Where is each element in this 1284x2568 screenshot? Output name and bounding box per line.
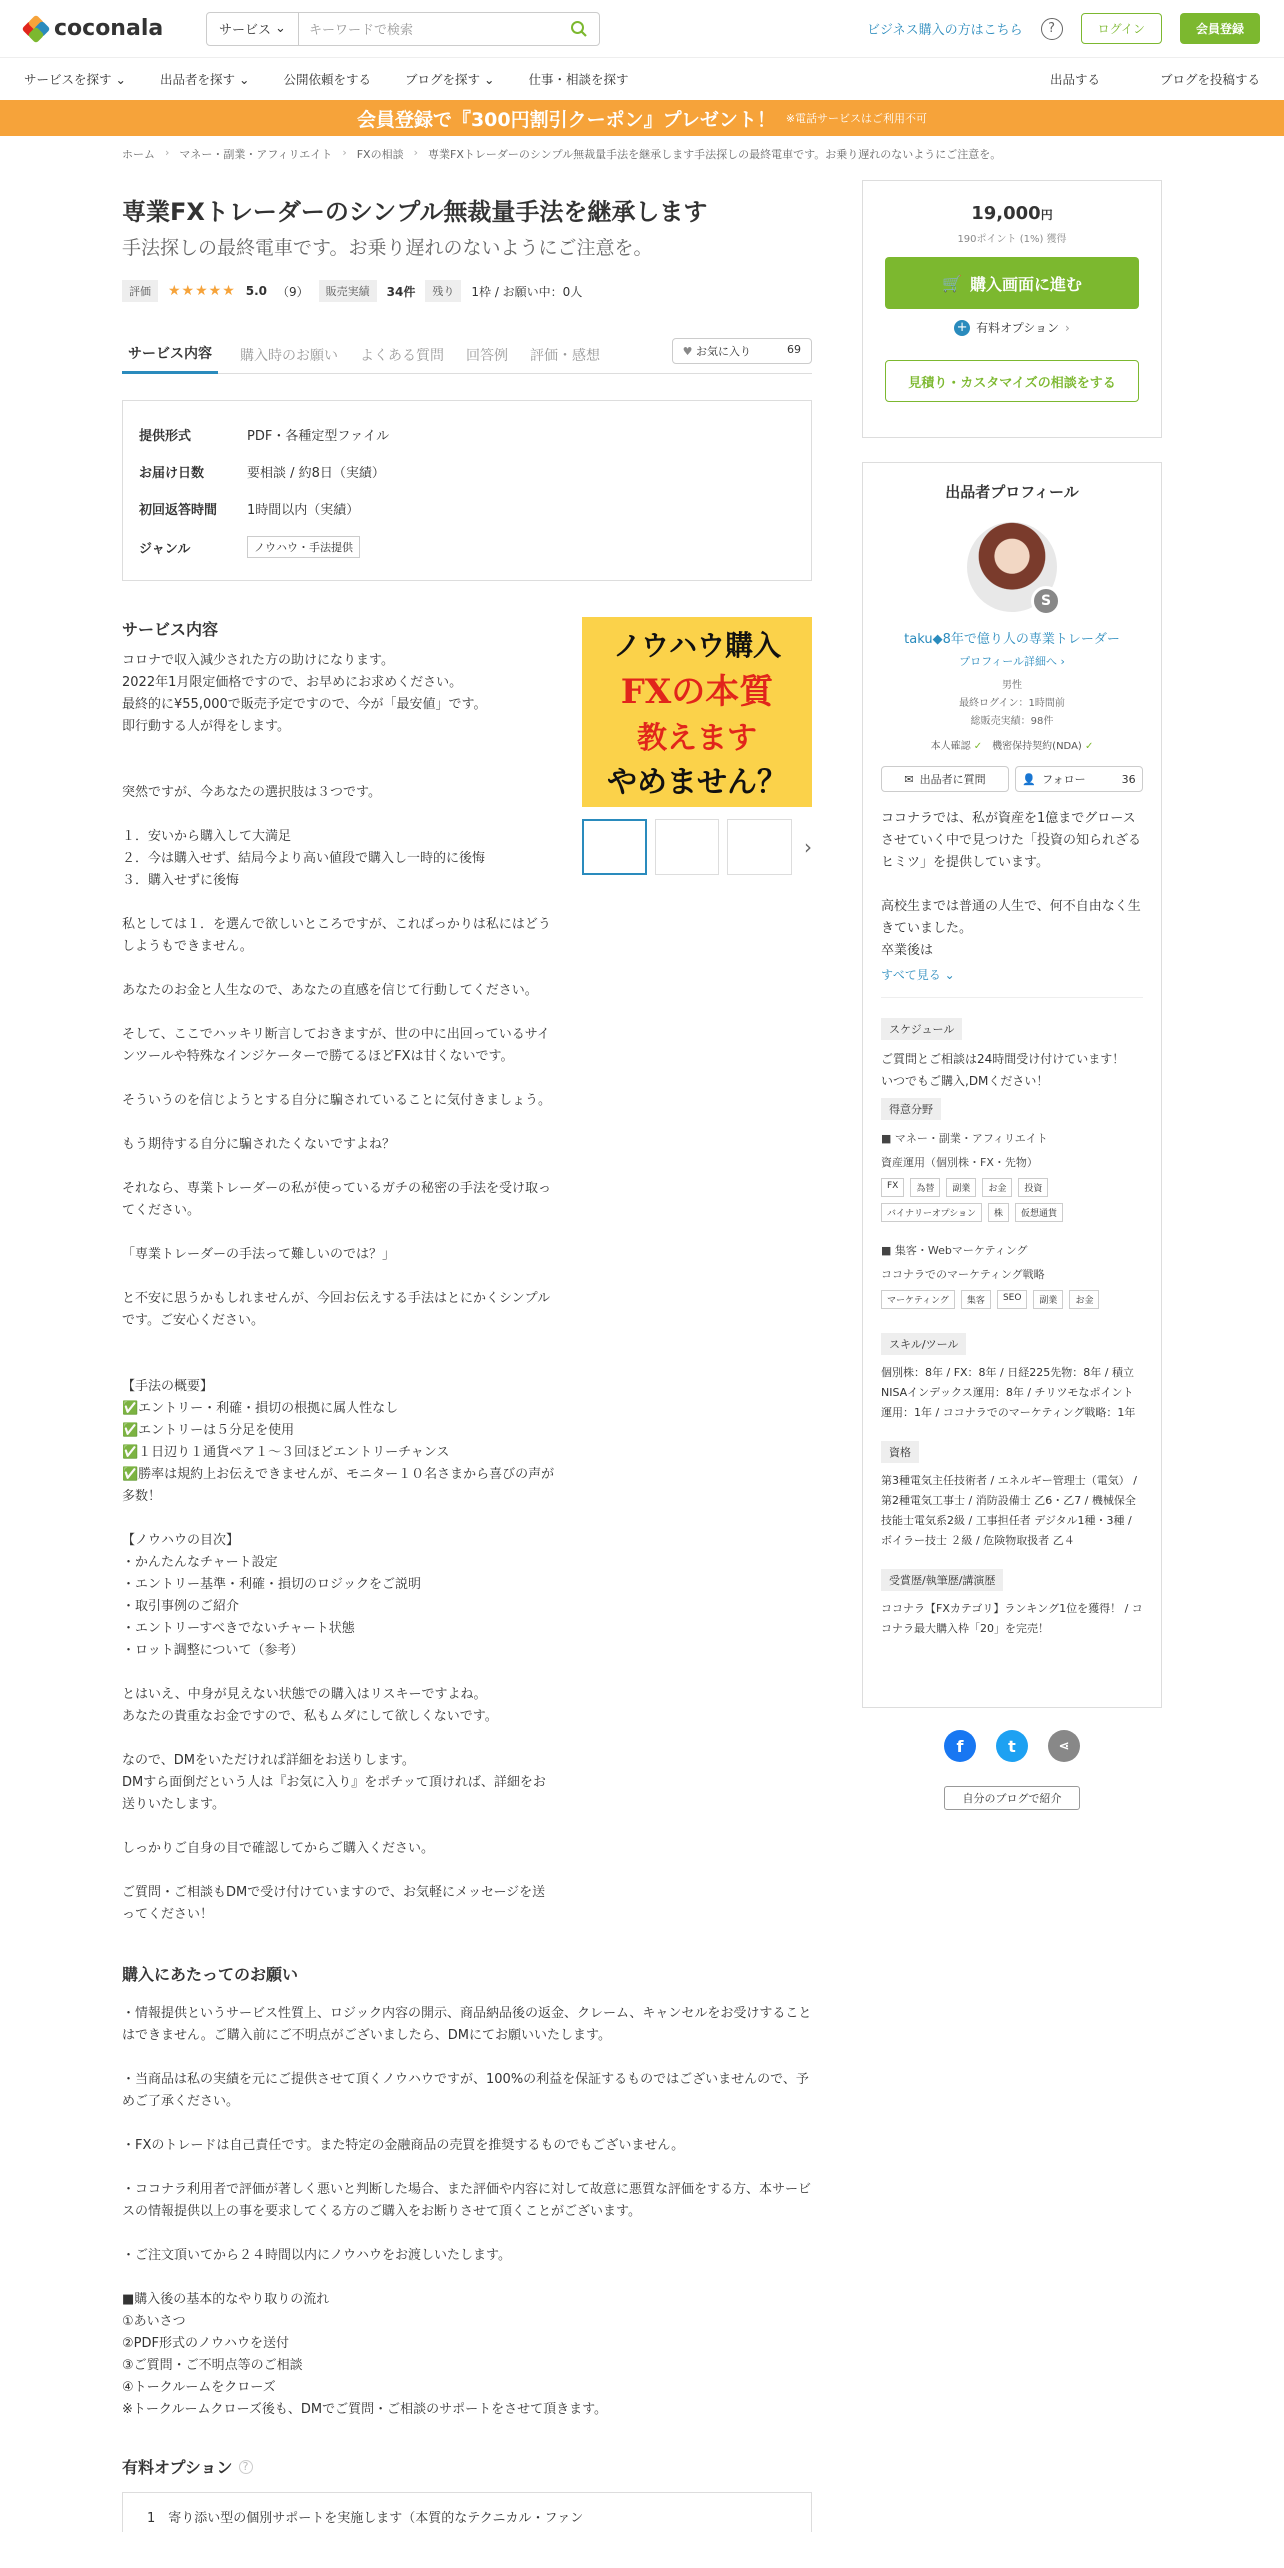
- tag-chip[interactable]: 副業: [946, 1178, 976, 1197]
- hero-line: 教えます: [637, 720, 757, 756]
- ask-seller-button[interactable]: [881, 766, 1009, 792]
- chevron-down-icon: ⌄: [275, 21, 286, 36]
- info-icon[interactable]: ?: [239, 2460, 253, 2474]
- price: [885, 203, 1139, 224]
- tab-faq[interactable]: よくある質問: [360, 347, 444, 364]
- hero-line: やめません？: [607, 764, 787, 800]
- points-earned: 190ポイント (1%) 獲得: [957, 234, 1067, 245]
- sales-label: 販売実績: [319, 280, 377, 302]
- tag-chip[interactable]: 為替: [910, 1178, 940, 1197]
- main-nav: [0, 58, 1284, 100]
- nav-find-blogs[interactable]: [405, 70, 495, 88]
- spec-value: 要相談 / 約8日（実績）: [247, 466, 385, 481]
- service-meta: [122, 280, 812, 302]
- logo-text: coconala: [54, 16, 164, 41]
- gallery-thumbnails: [582, 819, 812, 875]
- buy-button[interactable]: [885, 257, 1139, 309]
- nav-label: ブログを探す: [405, 72, 481, 87]
- tag-chip[interactable]: FX: [881, 1178, 904, 1197]
- chevron-down-icon: ⌄: [239, 71, 250, 87]
- tag-chip[interactable]: 仮想通貨: [1015, 1203, 1063, 1222]
- skills-text: 個別株：8年 / FX：8年 / 日経225先物：8年 / 積立NISAインデックス運用：8年 / チリツモなポイント運用：1年 / ココナラでのマーケティング戦略：1年: [881, 1366, 1136, 1419]
- share-buttons: [944, 1730, 1080, 1762]
- avatar[interactable]: [967, 522, 1057, 612]
- breadcrumb: [122, 146, 1001, 162]
- seller-name-link[interactable]: taku◆8年で億り人の専業トレーダー: [904, 632, 1120, 647]
- favorite-button[interactable]: [672, 338, 812, 364]
- spec-row: [139, 499, 795, 518]
- nav-label: 仕事・相談を探す: [528, 72, 629, 87]
- plus-icon: +: [954, 320, 970, 336]
- skills-label: スキル/ツール: [881, 1333, 966, 1355]
- genre-chip[interactable]: ノウハウ・手法提供: [247, 536, 360, 558]
- schedule-label: スケジュール: [881, 1018, 962, 1040]
- breadcrumb-current: 専業FXトレーダーのシンプル無裁量手法を継承します手法探しの最終電車です。お乗り遅れのないようにご注意を。: [428, 148, 1002, 161]
- seller-rank-badge: S: [1031, 586, 1061, 616]
- chevron-down-icon: ⌄: [944, 968, 955, 982]
- search-icon: [570, 20, 588, 38]
- remain-label: 残り: [425, 280, 461, 302]
- tab-purchase-notes[interactable]: 購入時のお願い: [240, 347, 338, 364]
- tag-chip[interactable]: お金: [982, 1178, 1012, 1197]
- expertise-category: ■ マネー・副業・アフィリエイト: [881, 1132, 1048, 1145]
- check-icon: ✓: [973, 741, 983, 752]
- spec-label: ジャンル: [139, 541, 191, 557]
- nav-label: 公開依頼をする: [283, 72, 372, 87]
- purchase-notes-text: ・情報提供というサービス性質上、ロジック内容の開示、商品納品後の返金、クレーム、キャンセルをお受けすることはできません。ご購入前にご不明点がございましたら、DMにてお願いいたします。 ・当商品は私の実績を元にご提供させて頂くノウハウですが、100%の利益を保証するものではございませんので、予めご了承ください。 ・FXのトレードは自己責任です。また特定の金融商品の売買を推奨するものでもございません。 ・ココナラ利用者で評価が著しく悪いと判断した場合、また評価や内容に対して故意に悪質な評価をする方、本サービスの情報提供以上の事を要求してくる方のご購入をお断りさせて頂くことがございます。 ・ご注文頂いてから２４時間以内にノウハウをお渡しいたします。 ■購入後の基本的なやり取りの流れ ①あいさつ ②PDF形式のノウハウを送付 ③ご質問・ご不明点等のご相談 ④トークルームをクローズ ※トークルームクローズ後も、DMでご質問・ご相談のサポートをさせて頂きます。: [122, 2006, 812, 2417]
- see-all-link[interactable]: [881, 966, 1143, 983]
- service-content-heading: サービス内容: [122, 620, 219, 639]
- profile-heading: 出品者プロフィール: [945, 483, 1079, 501]
- award-label: 受賞歴/執筆歴/講演歴: [881, 1569, 1003, 1591]
- breadcrumb-separator: ›: [165, 146, 170, 159]
- spec-row: [139, 536, 795, 558]
- tag-chip[interactable]: 集客: [961, 1290, 991, 1309]
- main-column: [122, 192, 812, 2532]
- tab-answer-examples[interactable]: 回答例: [466, 347, 508, 364]
- favorite-count: 69: [787, 343, 801, 356]
- chevron-down-icon: ⌄: [484, 71, 495, 87]
- rating-count[interactable]: （9）: [277, 284, 309, 299]
- cart-icon: 🛒: [942, 273, 962, 293]
- tag-chip[interactable]: SEO: [997, 1290, 1027, 1309]
- expertise-label: 得意分野: [881, 1098, 941, 1120]
- logo[interactable]: [24, 16, 206, 41]
- schedule-text: ご質問とご相談は24時間受け付けています！ いつでもご購入,DMください！: [881, 1052, 1125, 1088]
- paid-option-link[interactable]: [885, 319, 1139, 336]
- breadcrumb-home[interactable]: ホーム: [122, 148, 155, 161]
- nav-label: 出品者を探す: [160, 72, 236, 87]
- expertise-chips: [881, 1178, 1143, 1222]
- breadcrumb-subcategory[interactable]: FXの相談: [356, 148, 404, 161]
- award-text: ココナラ【FXカテゴリ】ランキング1位を獲得！ / ココナラ最大購入枠「20」を完売！: [881, 1602, 1143, 1635]
- nav-find-jobs[interactable]: [529, 70, 629, 88]
- expertise-category: ■ 集客・Webマーケティング: [881, 1244, 1028, 1257]
- rating-value: 5.0: [245, 284, 268, 298]
- chevron-right-icon[interactable]: ›: [803, 835, 812, 859]
- verification-badges: [881, 737, 1143, 752]
- seller-total-sales: 総販売実績：98件: [970, 716, 1054, 727]
- nav-find-sellers[interactable]: [160, 70, 250, 88]
- spec-value: 1時間以内（実績）: [247, 503, 360, 518]
- tag-chip[interactable]: 副業: [1033, 1290, 1063, 1309]
- paid-options-title: 有料オプション: [122, 2458, 233, 2477]
- license-label: 資格: [881, 1441, 919, 1463]
- tab-service-content[interactable]: サービス内容: [122, 336, 218, 374]
- profile-detail-label: プロフィール詳細へ: [959, 655, 1057, 668]
- profile-detail-link[interactable]: [881, 653, 1143, 669]
- follow-count: 36: [1121, 772, 1136, 786]
- paid-options-heading: [122, 2455, 812, 2478]
- paid-option-item[interactable]: 1 寄り添い型の個別サポートを実施します（本質的なテクニカル・ファン: [122, 2492, 812, 2532]
- facebook-icon[interactable]: f: [944, 1730, 976, 1762]
- spec-box: [122, 400, 812, 581]
- see-all-label: すべて見る: [881, 968, 941, 982]
- login-button[interactable]: ログイン: [1081, 13, 1162, 44]
- seller-gender: 男性: [1002, 680, 1022, 691]
- favorite-label: お気に入り: [696, 345, 751, 358]
- chevron-right-icon: ›: [1060, 655, 1065, 668]
- gallery-main-image[interactable]: [582, 617, 812, 807]
- spec-value: PDF・各種定型ファイル: [247, 429, 390, 444]
- business-purchase-link[interactable]: ビジネス購入の方はこちら: [866, 23, 1023, 38]
- blog-intro-button[interactable]: 自分のブログで紹介: [944, 1786, 1080, 1810]
- search-input[interactable]: キーワードで検索: [309, 23, 414, 38]
- expertise-subcategory: ココナラでのマーケティング戦略: [881, 1268, 1045, 1281]
- identity-verified-label: 本人確認: [930, 741, 971, 752]
- spec-row: [139, 462, 795, 481]
- gallery-thumbnail[interactable]: [582, 819, 647, 875]
- page-subtitle: 手法探しの最終電車です。お乗り遅れのないようにご注意を。: [122, 237, 653, 259]
- spec-label: 初回返答時間: [139, 503, 218, 518]
- tag-chip[interactable]: 株: [988, 1203, 1009, 1222]
- ask-seller-label: 出品者に質問: [919, 773, 986, 786]
- rating-label: 評価: [122, 280, 158, 302]
- chevron-right-icon: ›: [1065, 320, 1070, 335]
- check-icon: ✓: [1085, 741, 1094, 752]
- price-value: 19,000: [971, 203, 1041, 224]
- image-gallery: [582, 617, 812, 1926]
- hero-line: FXの本質: [620, 671, 774, 712]
- tag-chip[interactable]: お金: [1069, 1290, 1099, 1309]
- price-unit: 円: [1040, 208, 1053, 222]
- search-bar: [206, 12, 600, 46]
- heart-icon: ♥: [682, 345, 693, 358]
- search-category-label: サービス: [219, 23, 272, 38]
- divider: [881, 997, 1143, 998]
- seller-last-login: 最終ログイン：1時間前: [959, 698, 1065, 709]
- expertise-chips: [881, 1290, 1143, 1309]
- page-title: 専業FXトレーダーのシンプル無裁量手法を継承します: [122, 198, 708, 226]
- remain-value: 1枠 / お願い中：0人: [471, 284, 583, 299]
- tag-chip[interactable]: バイナリーオプション: [881, 1203, 982, 1222]
- register-button[interactable]: 会員登録: [1180, 13, 1260, 44]
- seller-intro: ココナラでは、私が資産を1億までグロースさせていく中で見つけた「投資の知られざるヒミツ」を提供しています。 高校生までは普通の人生で、何不自由なく生きていました。 卒業後は: [881, 811, 1142, 958]
- logo-mark-icon: [24, 17, 48, 41]
- share-icon[interactable]: ⋖: [1048, 1730, 1080, 1762]
- search-button[interactable]: [559, 13, 599, 45]
- consult-button[interactable]: 見積り・カスタマイズの相談をする: [885, 360, 1139, 402]
- chevron-down-icon: ⌄: [115, 71, 126, 87]
- service-tabs: [122, 336, 812, 374]
- tag-chip[interactable]: マーケティング: [881, 1290, 955, 1309]
- coupon-banner[interactable]: [0, 100, 1284, 136]
- twitter-icon[interactable]: t: [996, 1730, 1028, 1762]
- nav-find-services[interactable]: [24, 70, 126, 88]
- buy-button-label: 購入画面に進む: [969, 274, 1082, 294]
- banner-main-text: 会員登録で『300円割引クーポン』プレゼント！: [356, 108, 776, 131]
- hero-line: ノウハウ購入: [612, 628, 781, 662]
- mail-icon: ✉: [904, 772, 914, 786]
- banner-sub-text: ※電話サービスはご利用不可: [785, 112, 928, 125]
- breadcrumb-separator: ›: [342, 146, 347, 159]
- site-header: [0, 0, 1284, 58]
- spec-row: [139, 425, 795, 444]
- service-description: コロナで収入減少された方の助けになります。 2022年1月限定価格ですので、お早めにお求めください。 最終的に¥55,000で販売予定ですので、今が「最安値」です。 即行動する人が得をします。 突然ですが、今あなたの選択肢は３つです。 １．安いから購入して大満足 ２．今は購入せず、結局今より高い値段で購入し一時的に後悔 ３．購入せずに後悔 私としては１．を選んで欲しいところですが、こればっかりは私にはどうしようもできません。 あなたのお金と人生なので、あなたの直感を信じて行動してください。 そして、ここでハッキリ断言しておきますが、世の中に出回っているサインツールや特殊なインジケーターで勝てるほどFXは甘くないです。 そういうのを信じようとする自分に騙されていることに気付きましょう。 もう期待する自分に騙されたくないですよね？ それなら、専業トレーダーの私が使っているガチの秘密の手法を受け取ってください。 「専業トレーダーの手法って難しいのでは？」 と不安に思うかもしれませんが、今回お伝えする手法はとにかくシンプルです。ご安心ください。 【手法の概要】 ✅エントリー・利確・損切の根拠に属人性なし ✅エントリーは５分足を使用 ✅１日辺り１通貨ペア１〜３回ほどエントリーチャンス ✅勝率は規約上お伝えできませんが、モニター１０名さまから喜びの声が多数！ 【ノウハウの目次】 ・かんたんなチャート設定 ・エントリー基準・利確・損切のロジックをご説明 ・取引事例のご紹介 ・エントリーすべきでないチャート状態 ・ロット調整について（参考） とはいえ、中身が見えない状態での購入はリスキーですよね。 あなたの貴重なお金ですので、私もムダにして欲しくないです。 なので、DMをいただければ詳細をお送りします。 DMすら面倒だという人は『お気に入り』をポチッて頂ければ、詳細をお送りいたします。 しっかりご自身の目で確認してからご購入ください。 ご質問・ご相談もDMで受け付けていますので、お気軽にメッセージを送ってください！: [122, 653, 555, 1922]
- sales-value: 34件: [386, 284, 416, 299]
- follow-label: フォロー: [1042, 773, 1086, 786]
- breadcrumb-category[interactable]: マネー・副業・アフィリエイト: [179, 148, 333, 161]
- spec-label: 提供形式: [139, 429, 192, 444]
- follow-button[interactable]: [1015, 766, 1143, 792]
- purchase-card: [862, 180, 1162, 438]
- user-plus-icon: 👤: [1022, 772, 1037, 786]
- help-icon[interactable]: ?: [1041, 18, 1063, 40]
- nav-sell[interactable]: 出品する: [1049, 72, 1100, 87]
- tab-reviews[interactable]: 評価・感想: [530, 347, 600, 364]
- purchase-notes-heading: 購入にあたってのお願い: [122, 1965, 299, 1984]
- nav-post-blog[interactable]: ブログを投稿する: [1159, 72, 1260, 87]
- license-text: 第3種電気主任技術者 / エネルギー管理士（電気） / 第2種電気工事士 / 消防設備士 乙6・乙7 / 機械保全技能士電気系2級 / 工事担任者 デジタル1種・3種 / ボイラー技士 ２級 / 危険物取扱者 乙４: [881, 1474, 1137, 1547]
- search-category-select[interactable]: [207, 13, 299, 45]
- nav-label: サービスを探す: [24, 72, 112, 87]
- gallery-thumbnail[interactable]: [655, 819, 720, 875]
- breadcrumb-separator: ›: [413, 146, 418, 159]
- nda-label: 機密保持契約(NDA): [992, 741, 1082, 752]
- seller-meta: [881, 677, 1143, 731]
- rating-stars-icon[interactable]: ★★★★★: [168, 283, 236, 299]
- paid-option-label: 有料オプション: [976, 321, 1060, 335]
- spec-label: お届け日数: [139, 466, 205, 481]
- gallery-thumbnail[interactable]: [727, 819, 792, 875]
- nav-public-request[interactable]: [284, 70, 372, 88]
- seller-profile-card: [862, 462, 1162, 1708]
- tag-chip[interactable]: 投資: [1018, 1178, 1048, 1197]
- expertise-subcategory: 資産運用（個別株・FX・先物）: [881, 1156, 1038, 1169]
